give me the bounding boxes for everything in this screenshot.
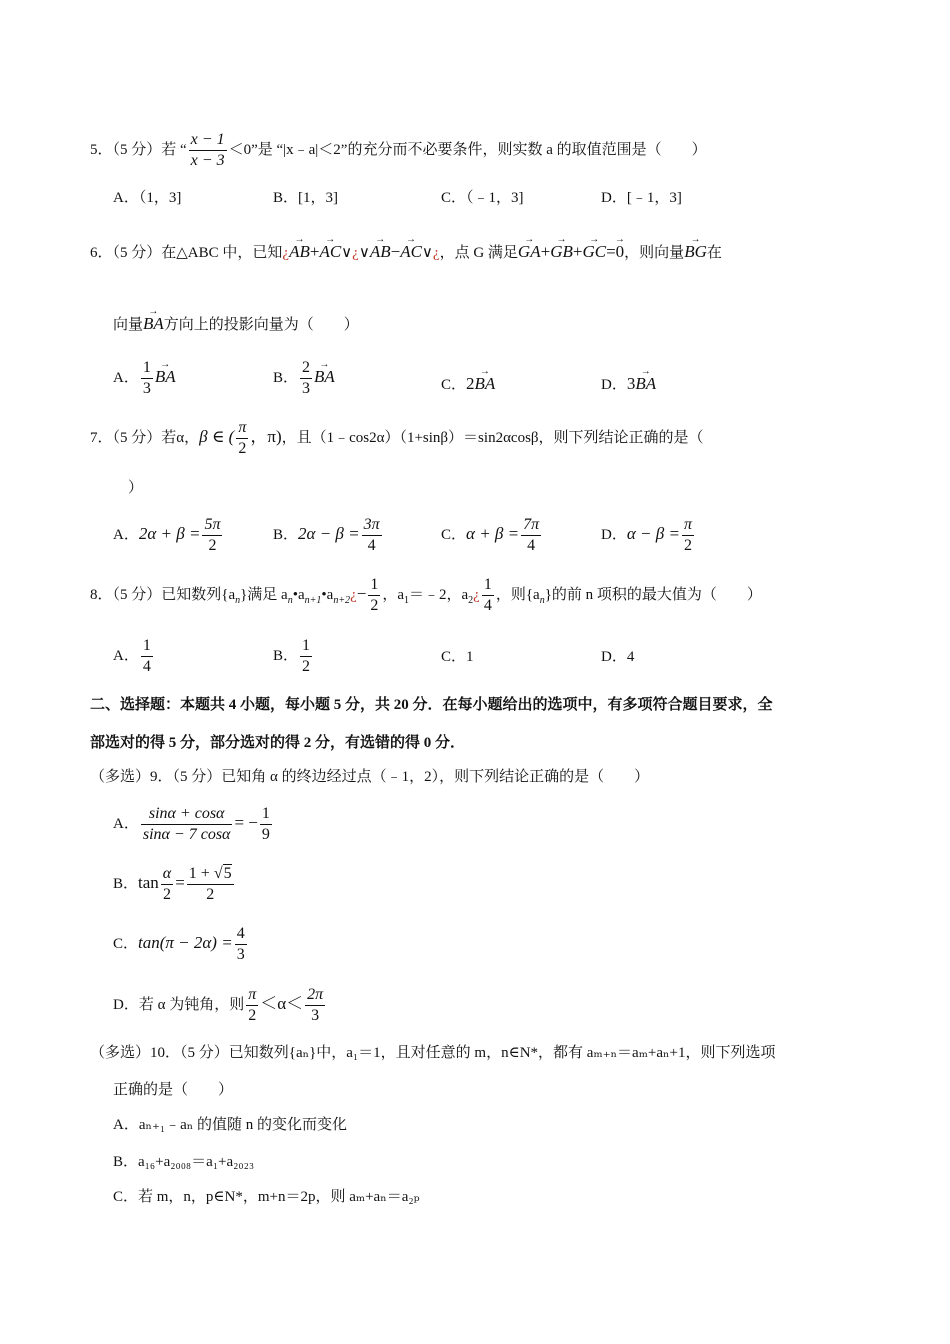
q9-option-b: B．tan $\frac{\alpha}{2}$ = $\frac{1 + √5}{2}$ [113,865,232,903]
q7-option-c: C．α + β = $\frac{7\pi}{4}$ [441,516,540,554]
q6-option-d: D．3→ BA [601,368,656,395]
question-6-stem: 6．（5 分）在△ABC 中，已知¿→ AB+→ AC∨¿∨→ AB−→ AC∨¿，点 G 满足→ GA+→ GB+→ GC=→ 0，则向量→ BG在 [90,236,722,263]
q8-option-b: B． $\frac{1}{2}$ [273,637,311,675]
q7-option-a: A．2α + β = $\frac{5\pi}{2}$ [113,516,221,554]
question-7-line2: ） [128,480,144,496]
section-2-heading-line2: 部选对的得 5 分，部分选对的得 2 分，有选错的得 0 分． [90,735,466,751]
q8-option-d: D．4 [601,649,635,665]
q6-option-c: C．2→ BA [441,368,495,395]
q5-fraction: $\frac{x - 1}{x - 3}$ [190,131,225,169]
q5-suffix: ＜0”是 “|x﹣a|＜2”的充分而不必要条件，则实数 a 的取值范围是（ ） [228,141,707,158]
question-6-line2: 向量→ BA方向上的投影向量为（ ） [113,308,359,335]
q5-prefix: 5．（5 分）若 “ [90,141,187,158]
q6-option-b: B． $\frac{2}{3}$ → BA [273,358,335,399]
question-8-stem: 8．（5 分）已知数列$\{a_n\}$满足 $a_n•a_{n+1}•a_{n+2}¿-$ $\frac{1}{2}$ ，$a_1=﹣2$，$a_2¿$ $\frac{1}{4}$ ，则$\{a_n\}$的前 n 项积的最大值为（ ） [90,576,762,614]
question-7-stem: 7．（5 分）若α，β ∈ ( $\frac{\pi}{2}$ ，π)，且（1﹣cos2α）（1+sinβ）＝sin2αcosβ，则下列结论正确的是（ [90,419,704,457]
q5-option-b: B．[1，3] [273,190,338,206]
question-10-stem-line2: 正确的是（ ） [113,1082,234,1098]
q7-option-d: D．α − β = $\frac{\pi}{2}$ [601,516,692,554]
q9-option-d: D．若 α 为钝角，则 $\frac{\pi}{2}$ ＜α＜ $\frac{2\pi}{3}$ [113,986,324,1024]
q5-option-d: D．[﹣1，3] [601,190,682,206]
q10-option-c: C．若 m，n，p∈N*，m+n＝2p，则 aₘ+aₙ＝a₂ₚ [113,1189,420,1205]
q7-option-b: B．2α − β = $\frac{3\pi}{4}$ [273,516,380,554]
q10-option-a: A．aₙ₊₁﹣aₙ 的值随 n 的变化而变化 [113,1117,348,1133]
question-9-stem: （多选）9．（5 分）已知角 α 的终边经过点（﹣1，2），则下列结论正确的是（ ） [90,769,650,785]
q10-option-b: B．a₁₆+a₂₀₀₈＝a₁+a₂₀₂₃ [113,1154,255,1170]
q9-option-c: C．tan(π − 2α) = $\frac{4}{3}$ [113,925,245,963]
q8-option-c: C．1 [441,649,474,665]
q5-option-c: C．（﹣1，3] [441,190,524,206]
q8-option-a: A． $\frac{1}{4}$ [113,637,151,675]
section-2-heading-line1: 二、选择题：本题共 4 小题，每小题 5 分，共 20 分．在每小题给出的选项中，有多项符合题目要求，全 [90,697,773,713]
q5-option-a: A．（1，3] [113,190,182,206]
question-5-stem [90,130,707,171]
question-10-stem: （多选）10．（5 分）已知数列{aₙ}中，a₁＝1，且对任意的 m，n∈N*，都有 aₘ₊ₙ＝aₘ+aₙ+1，则下列选项 [90,1045,776,1061]
q6-option-a: A． $\frac{1}{3}$ → BA [113,358,176,399]
q9-option-a: A． $\frac{\sin\alpha + \cos\alpha}{\sin\alpha - 7 \cos\alpha}$ = − $\frac{1}{9}$ [113,805,270,843]
